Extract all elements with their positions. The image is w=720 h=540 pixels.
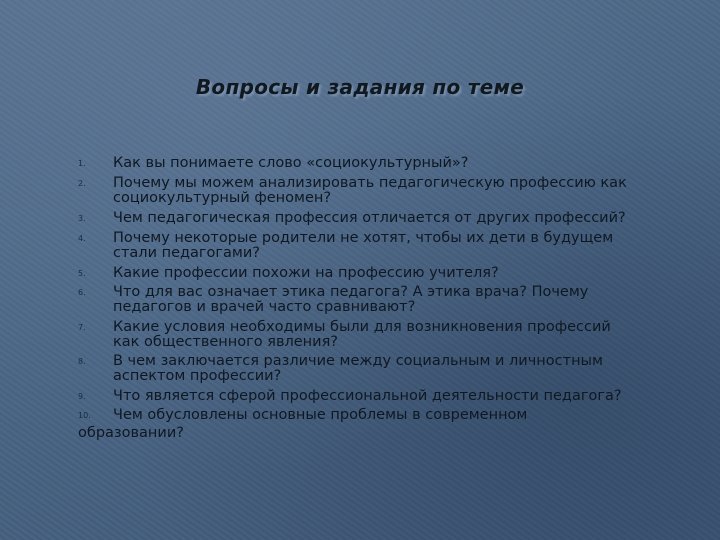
question-text: Почему мы можем анализировать педагогическую профессию как — [113, 175, 627, 191]
question-text-continued: социокультурный феномен? — [113, 190, 332, 206]
question-text-continued: аспектом профессии? — [113, 368, 282, 384]
question-number: 5. — [78, 269, 86, 278]
question-number: 9. — [78, 392, 86, 401]
question-text: Что является сферой профессиональной деятельности педагога? — [113, 388, 622, 404]
question-text-continued: как общественного явления? — [113, 334, 338, 350]
question-number: 8. — [78, 357, 86, 366]
question-text-continued: образовании? — [78, 425, 184, 441]
question-number: 3. — [78, 214, 86, 223]
question-number: 1. — [78, 159, 86, 168]
question-number: 7. — [78, 323, 86, 332]
slide-title: Вопросы и задания по теме — [195, 75, 525, 99]
question-number: 4. — [78, 234, 86, 243]
question-number: 6. — [78, 288, 86, 297]
question-text: Чем обусловлены основные проблемы в современном — [113, 407, 528, 423]
question-text: Какие условия необходимы были для возникновения профессий — [113, 319, 611, 335]
question-number: 2. — [78, 179, 86, 188]
question-text-continued: педагогов и врачей часто сравнивают? — [113, 299, 416, 315]
question-text: В чем заключается различие между социальным и личностным — [113, 353, 603, 369]
question-text: Что для вас означает этика педагога? А этика врача? Почему — [113, 284, 589, 300]
question-number: 10. — [78, 411, 91, 420]
question-text-continued: стали педагогами? — [113, 245, 260, 261]
question-text: Какие профессии похожи на профессию учителя? — [113, 265, 499, 281]
question-text: Чем педагогическая профессия отличается от других профессий? — [113, 210, 626, 226]
question-text: Как вы понимаете слово «социокультурный»? — [113, 155, 469, 171]
question-text: Почему некоторые родители не хотят, чтобы их дети в будущем — [113, 230, 614, 246]
